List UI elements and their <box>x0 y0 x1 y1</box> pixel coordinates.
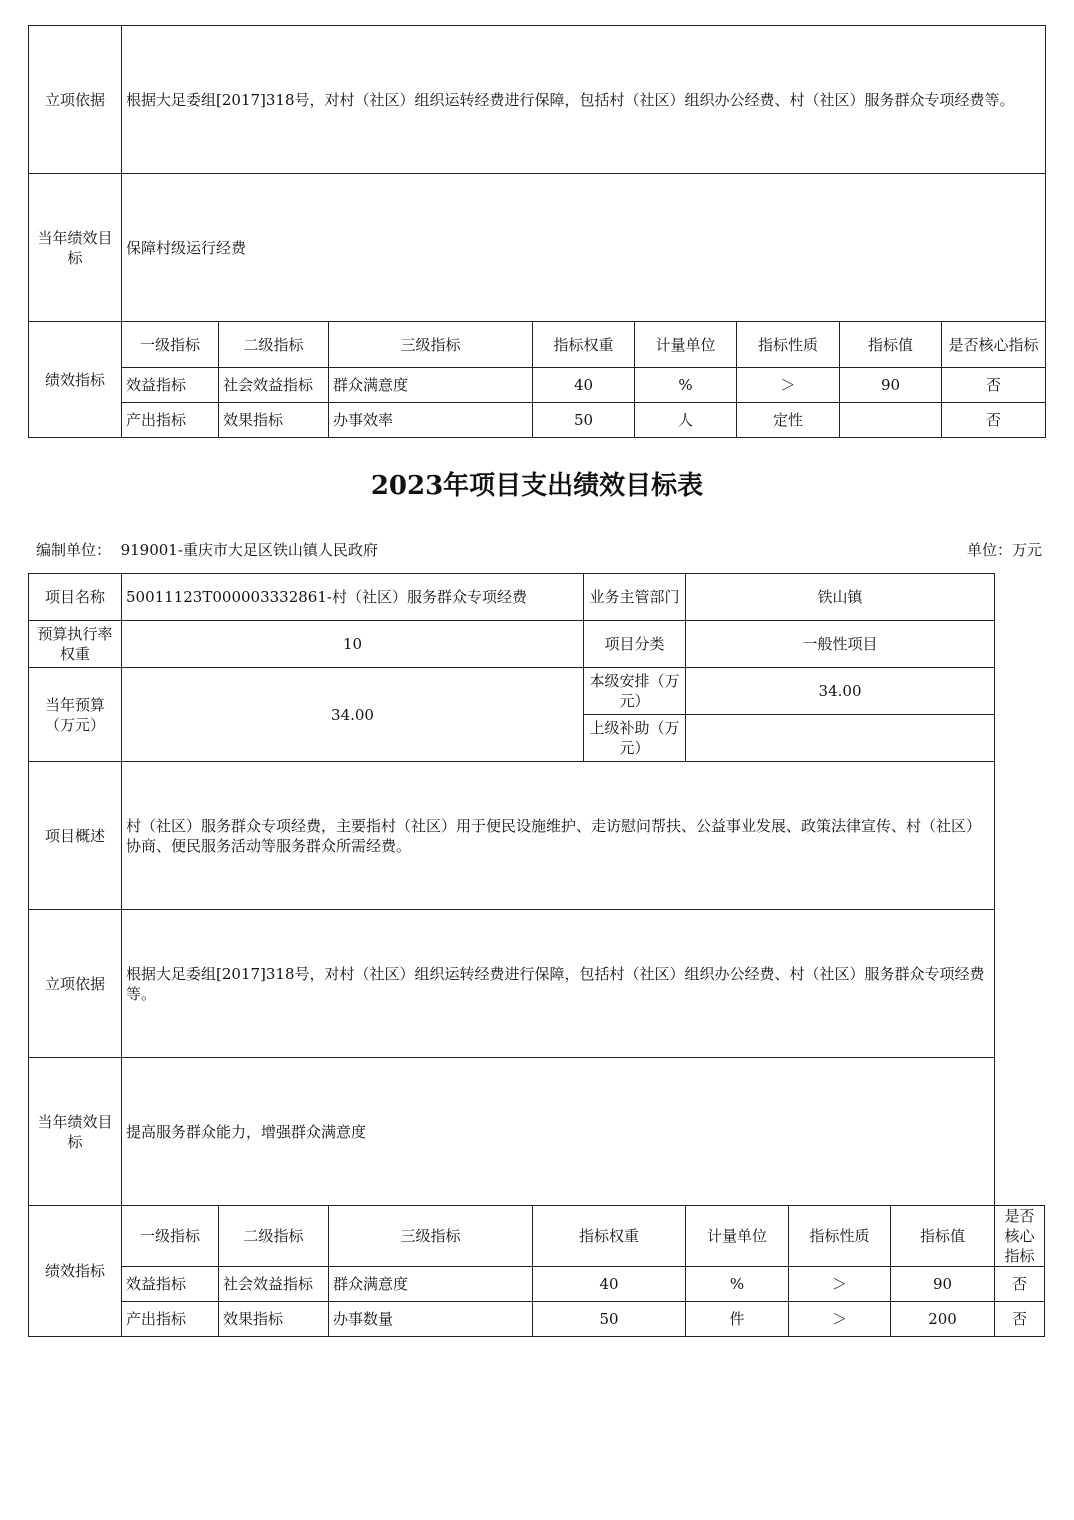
header-cell: 一级指标 <box>122 322 219 368</box>
goal-label: 当年绩效目标 <box>29 1058 122 1206</box>
cell: 社会效益指标 <box>219 1267 329 1302</box>
cell: 定性 <box>737 403 840 438</box>
overview-label: 项目概述 <box>29 762 122 910</box>
cell: 群众满意度 <box>329 1267 533 1302</box>
header-cell: 指标性质 <box>737 322 840 368</box>
local-value: 34.00 <box>686 668 995 715</box>
unit-org-value: 919001-重庆市大足区铁山镇人民政府 <box>120 541 378 559</box>
cell: 效果指标 <box>219 1302 329 1337</box>
exec-rate-value: 10 <box>122 621 584 668</box>
local-label: 本级安排（万元） <box>584 668 686 715</box>
cell: 件 <box>686 1302 789 1337</box>
budget-label: 当年预算（万元） <box>29 668 122 762</box>
cell: 人 <box>635 403 737 438</box>
basis-label: 立项依据 <box>29 26 122 174</box>
cell: 办事数量 <box>329 1302 533 1337</box>
cell: 40 <box>533 1267 686 1302</box>
dept-value: 铁山镇 <box>686 574 995 621</box>
currency-unit: 单位：万元 <box>966 541 1042 559</box>
header-cell: 是否核心指标 <box>995 1206 1045 1267</box>
unit-org-label: 编制单位： <box>36 541 112 559</box>
header-cell: 二级指标 <box>219 322 329 368</box>
upper-label: 上级补助（万元） <box>584 715 686 762</box>
cell: 50 <box>533 403 635 438</box>
cell: 否 <box>942 368 1046 403</box>
upper-value <box>686 715 995 762</box>
header-cell: 指标权重 <box>533 322 635 368</box>
project-name-value: 50011123T000003332861-村（社区）服务群众专项经费 <box>122 574 584 621</box>
goal-label: 当年绩效目标 <box>29 174 122 322</box>
cell: 效果指标 <box>219 403 329 438</box>
cell <box>840 403 942 438</box>
basis-text: 根据大足委组[2017]318号，对村（社区）组织运转经费进行保障，包括村（社区）组织办公经费、村（社区）服务群众专项经费等。 <box>122 26 1046 174</box>
header-cell: 是否核心指标 <box>942 322 1046 368</box>
project-name-label: 项目名称 <box>29 574 122 621</box>
cell: ＞ <box>789 1267 891 1302</box>
cell: % <box>686 1267 789 1302</box>
cell: 社会效益指标 <box>219 368 329 403</box>
cell: 群众满意度 <box>329 368 533 403</box>
goal-text: 保障村级运行经费 <box>122 174 1046 322</box>
header-cell: 计量单位 <box>686 1206 789 1267</box>
indicators-label: 绩效指标 <box>29 322 122 438</box>
table-row <box>29 1267 1045 1302</box>
main-table <box>28 573 1045 1337</box>
previous-table <box>28 25 1046 438</box>
header-cell: 二级指标 <box>219 1206 329 1267</box>
header-cell: 三级指标 <box>329 322 533 368</box>
header-cell: 计量单位 <box>635 322 737 368</box>
cell: 40 <box>533 368 635 403</box>
cell: 90 <box>891 1267 995 1302</box>
page-title: 2023年项目支出绩效目标表 <box>370 471 704 501</box>
cell: 否 <box>942 403 1046 438</box>
category-label: 项目分类 <box>584 621 686 668</box>
table-row <box>29 403 1046 438</box>
table-row <box>29 1302 1045 1337</box>
cell: 否 <box>995 1267 1045 1302</box>
header-cell: 一级指标 <box>122 1206 219 1267</box>
cell: 办事效率 <box>329 403 533 438</box>
cell: 产出指标 <box>122 403 219 438</box>
cell: ＞ <box>737 368 840 403</box>
indicators-label: 绩效指标 <box>29 1206 122 1337</box>
category-value: 一般性项目 <box>686 621 995 668</box>
cell: 产出指标 <box>122 1302 219 1337</box>
table-row <box>29 368 1046 403</box>
cell: 效益指标 <box>122 368 219 403</box>
cell: 50 <box>533 1302 686 1337</box>
cell: 200 <box>891 1302 995 1337</box>
goal-text: 提高服务群众能力，增强群众满意度 <box>122 1058 995 1206</box>
cell: % <box>635 368 737 403</box>
header-cell: 指标权重 <box>533 1206 686 1267</box>
cell: ＞ <box>789 1302 891 1337</box>
header-cell: 指标值 <box>891 1206 995 1267</box>
header-cell: 三级指标 <box>329 1206 533 1267</box>
header-cell: 指标值 <box>840 322 942 368</box>
exec-rate-label: 预算执行率权重 <box>29 621 122 668</box>
basis-text: 根据大足委组[2017]318号，对村（社区）组织运转经费进行保障，包括村（社区）组织办公经费、村（社区）服务群众专项经费等。 <box>122 910 995 1058</box>
cell: 90 <box>840 368 942 403</box>
cell: 否 <box>995 1302 1045 1337</box>
dept-label: 业务主管部门 <box>584 574 686 621</box>
basis-label: 立项依据 <box>29 910 122 1058</box>
unit-org <box>36 540 378 560</box>
cell: 效益指标 <box>122 1267 219 1302</box>
header-cell: 指标性质 <box>789 1206 891 1267</box>
overview-text: 村（社区）服务群众专项经费，主要指村（社区）用于便民设施维护、走访慰问帮扶、公益事业发展、政策法律宣传、村（社区）协商、便民服务活动等服务群众所需经费。 <box>122 762 995 910</box>
budget-value: 34.00 <box>122 668 584 762</box>
